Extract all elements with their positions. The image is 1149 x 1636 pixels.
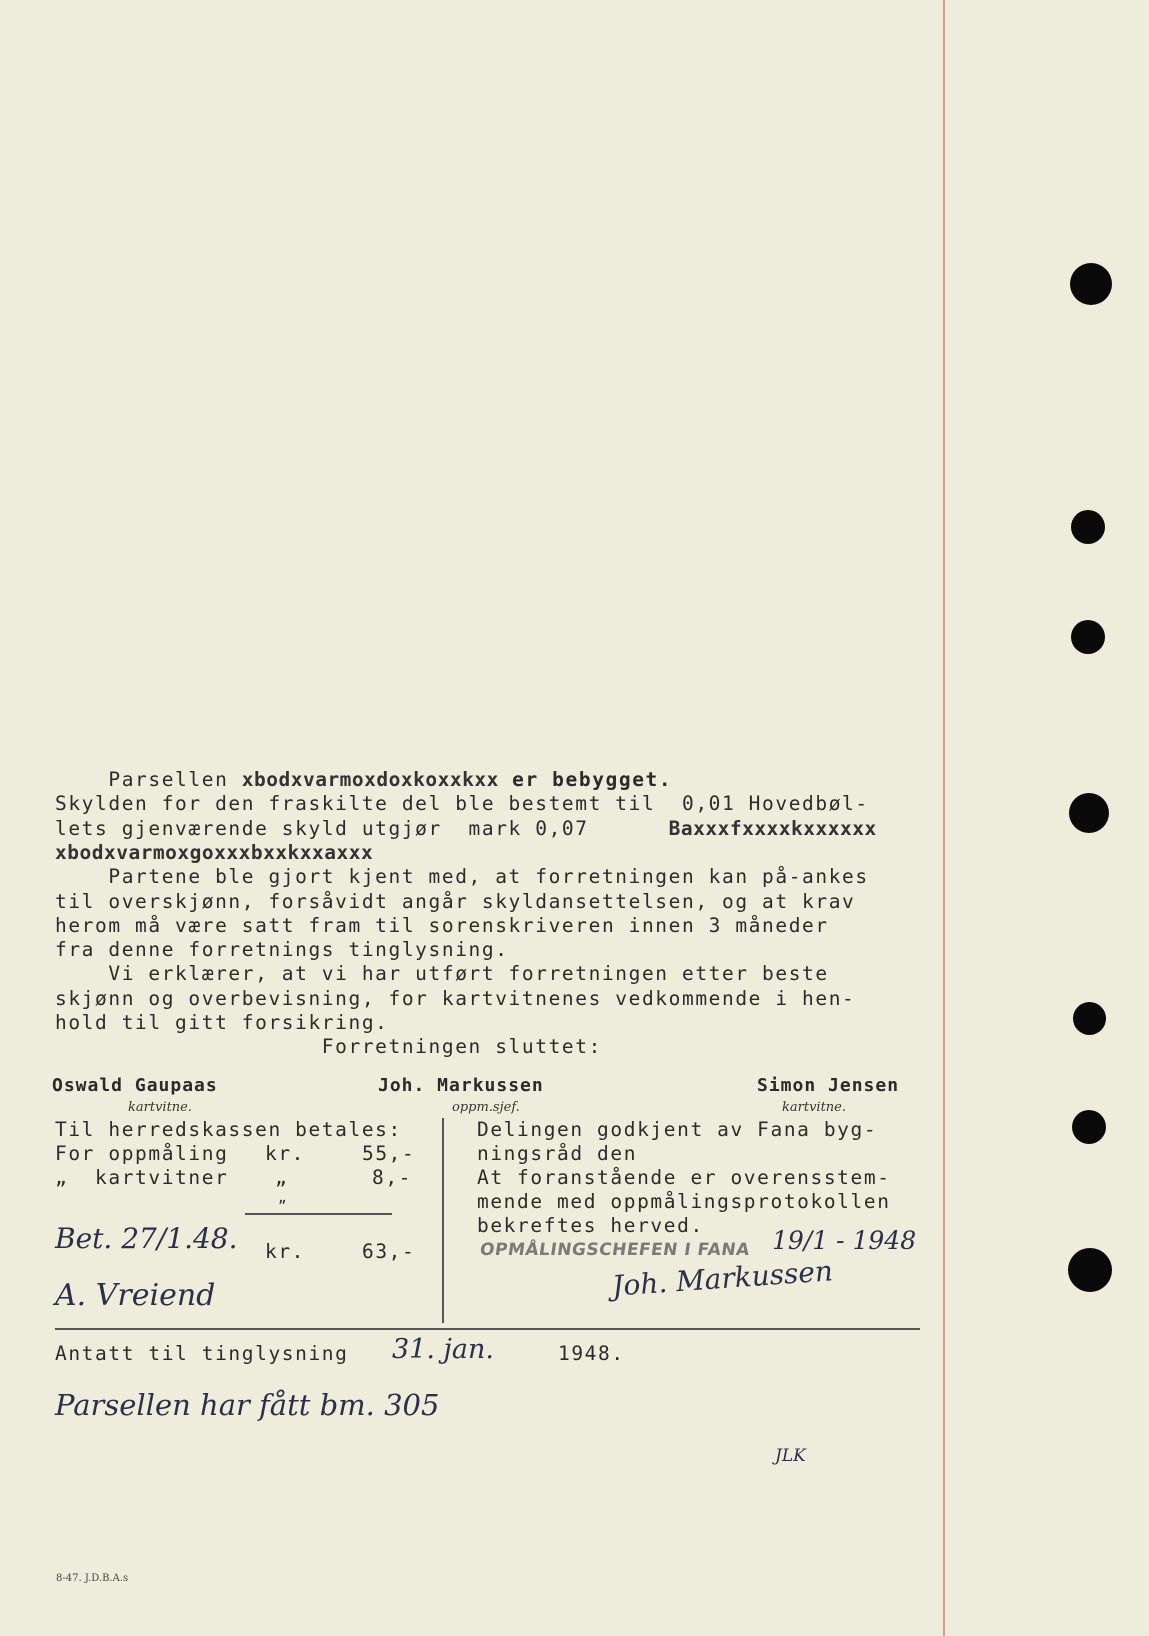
signatory-name: Joh. Markussen xyxy=(378,1075,544,1096)
body-line xyxy=(55,914,829,937)
approval-line: bekreftes herved. xyxy=(477,1214,704,1237)
punch-hole xyxy=(1068,1248,1112,1292)
body-line xyxy=(55,792,869,815)
struck-text: Baxxxfxxxxkxxxxxx xyxy=(668,816,877,840)
stamp-date: 19/1 - 1948 xyxy=(772,1226,917,1255)
body-line xyxy=(55,962,829,985)
registration-date: 31. jan. xyxy=(392,1334,494,1365)
punch-hole xyxy=(1070,263,1112,305)
body-text-segment: Parsellen xyxy=(55,768,242,791)
body-line xyxy=(55,987,855,1010)
body-line xyxy=(55,817,877,840)
body-text-segment: er bebygget. xyxy=(498,768,673,791)
body-text-segment: herom må være satt fram til sorenskriveren innen 3 måneder xyxy=(55,913,829,937)
body-line xyxy=(55,1035,602,1058)
paid-note: Bet. 27/1.48. xyxy=(55,1222,238,1255)
paid-signature: A. Vreiend xyxy=(55,1278,216,1313)
signatory-role: oppm.sjef. xyxy=(452,1100,520,1115)
fee-label: For oppmåling xyxy=(55,1142,229,1165)
body-text-segment: fra denne forretnings tinglysning. xyxy=(55,938,509,962)
body-line xyxy=(55,768,672,791)
body-text-segment: hold til gitt forsikring. xyxy=(55,1011,389,1034)
punch-hole xyxy=(1069,793,1109,833)
body-text-segment: Forretningen sluttet: xyxy=(55,1035,602,1059)
approval-line: mende med oppmålingsprotokollen xyxy=(477,1190,891,1213)
body-text-segment: lets gjenværende skyld utgjør mark 0,07 xyxy=(55,816,669,840)
sum-rule xyxy=(245,1213,392,1215)
office-stamp: OPMÅLINGSCHEFEN I FANA xyxy=(478,1240,752,1260)
punch-hole xyxy=(1072,1110,1106,1144)
initials: JLK xyxy=(775,1446,806,1466)
body-line xyxy=(55,890,855,913)
printer-mark: 8-47. J.D.B.A.s xyxy=(56,1573,129,1584)
total-unit: kr. xyxy=(265,1240,306,1263)
struck-text: xbodxvarmoxgoxxxbxxkxxaxxx xyxy=(55,840,374,864)
column-divider xyxy=(442,1118,444,1323)
body-text-segment: til overskjønn, forsåvidt angår skyldansettelsen, og at krav xyxy=(55,889,856,913)
punch-hole xyxy=(1071,620,1105,654)
body-text-segment: Skylden for den fraskilte del ble bestemt til 0,01 Hovedbøl- xyxy=(55,792,869,816)
punch-hole xyxy=(1071,510,1105,544)
approval-line: Delingen godkjent av Fana byg- xyxy=(477,1118,878,1141)
approval-line: ningsråd den xyxy=(477,1142,638,1165)
section-rule xyxy=(55,1328,920,1330)
body-line xyxy=(55,841,373,864)
parcel-note: Parsellen har fått bm. 305 xyxy=(55,1388,440,1422)
signatory-role: kartvitne. xyxy=(128,1100,192,1115)
registration-label: Antatt til tinglysning xyxy=(55,1342,349,1365)
fee-label: „ kartvitner xyxy=(55,1166,229,1189)
signatory-role: kartvitne. xyxy=(782,1100,846,1115)
punch-hole xyxy=(1073,1002,1106,1035)
fee-unit: kr. xyxy=(265,1142,306,1165)
body-line xyxy=(55,1011,389,1034)
body-text-segment: Vi erklærer, at vi har utført forretningen etter beste xyxy=(55,962,829,986)
fees-title: Til herredskassen betales: xyxy=(55,1118,402,1141)
body-line xyxy=(55,938,509,961)
registration-year: 1948. xyxy=(558,1342,625,1365)
total-amount: 63,- xyxy=(362,1240,416,1263)
struck-text: xbodxvarmoxdoxkoxxkxx xyxy=(241,768,499,791)
body-line xyxy=(55,865,869,888)
margin-line xyxy=(943,0,945,1636)
body-text-segment: skjønn og overbevisning, for kartvitnenes vedkommende i hen- xyxy=(55,986,856,1010)
fee-amount: 55,- xyxy=(362,1142,416,1165)
signatory-name: Simon Jensen xyxy=(757,1075,900,1096)
approval-signature: Joh. Markussen xyxy=(611,1254,834,1303)
signatory-name: Oswald Gaupaas xyxy=(52,1075,218,1096)
fee-amount: 8,- xyxy=(372,1166,413,1189)
body-text-segment: Partene ble gjort kjent med, at forretningen kan på-ankes xyxy=(55,865,869,889)
fee-unit: „ xyxy=(275,1166,289,1189)
approval-line: At foranstående er overensstem- xyxy=(477,1166,891,1189)
ditto-mark: „ xyxy=(278,1190,289,1206)
